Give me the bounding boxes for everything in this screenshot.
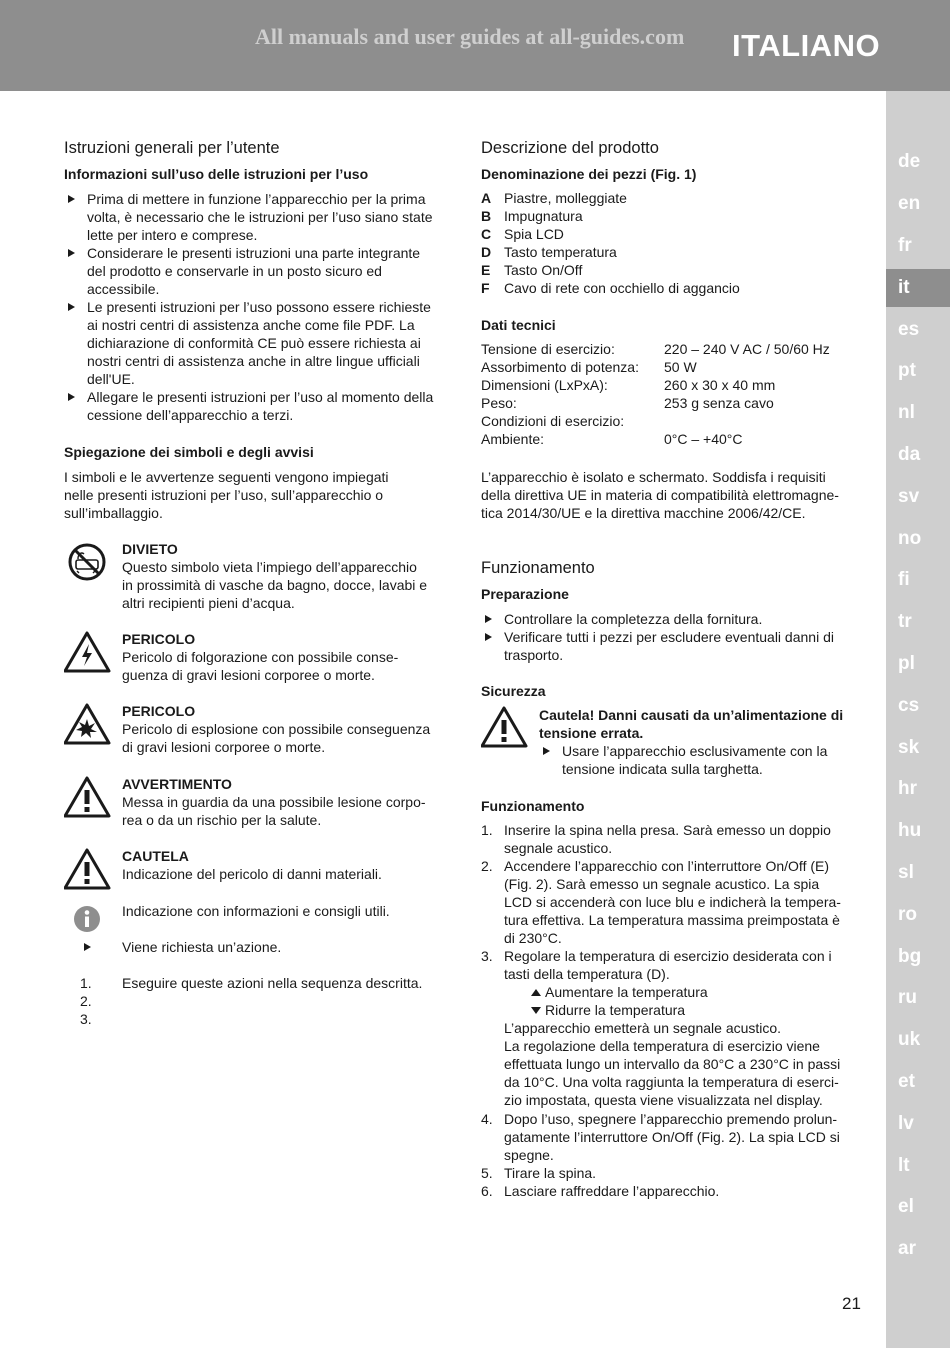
bullet-line: dell'UE. (87, 371, 135, 387)
step-number: 2. (481, 858, 493, 874)
bullet-item (481, 628, 861, 664)
bullet-arrow-icon (485, 615, 492, 623)
bullet-arrow-icon (68, 393, 75, 401)
text-line: tura effettiva. La temperatura massima preimpostata è (504, 912, 840, 928)
text-line: tensione errata. (539, 725, 644, 741)
part-item (481, 279, 861, 297)
tech-label: Assorbimento di potenza: (481, 359, 639, 375)
caution-icon (64, 847, 112, 891)
bullet-line: Allegare le presenti istruzioni per l’uso al momento della (87, 389, 434, 405)
part-item (481, 225, 861, 243)
text-line: Accendere l’apparecchio con l’interruttore On/Off (E) (504, 858, 830, 874)
header-bar (0, 0, 950, 91)
bullet-item (64, 298, 446, 388)
subsection-symbols: Spiegazione dei simboli e degli avvisi (64, 444, 314, 460)
tech-value: 0°C – +40°C (664, 431, 743, 447)
symbol-desc (122, 648, 398, 684)
subsection-preparation: Preparazione (481, 586, 569, 602)
bullet-line: lette per intero e comprese. (87, 227, 258, 243)
subsection-instructions: Informazioni sull’uso delle istruzioni per l’uso (64, 166, 369, 182)
text-line: da 10°C. Una volta raggiunta la temperatura di eserci- (504, 1074, 839, 1090)
text-line: segnale acustico. (504, 840, 613, 856)
symbol-title: DIVIETO (122, 541, 178, 557)
lang-tab-en[interactable]: en (898, 193, 921, 214)
text-line: effettuata lungo un intervallo da 80°C a 230°C in passi (504, 1056, 841, 1072)
sequence-number: 3. (80, 1011, 92, 1027)
lang-tab-lv[interactable]: lv (898, 1113, 914, 1134)
lang-tab-lt[interactable]: lt (898, 1155, 910, 1176)
part-item (481, 261, 861, 279)
temp-down-row (531, 1001, 685, 1019)
text-line: Lasciare raffreddare l’apparecchio. (504, 1183, 720, 1199)
text-line: rea o da un rischio per la salute. (122, 812, 322, 828)
bullet-line: trasporto. (504, 647, 564, 663)
bullet-arrow-icon (68, 195, 75, 203)
tech-row (481, 430, 861, 448)
part-letter: D (481, 244, 492, 260)
bullet-item (64, 244, 446, 298)
text-line: Regolare la temperatura di esercizio desiderata con i (504, 948, 832, 964)
lang-tab-ar[interactable]: ar (898, 1238, 916, 1259)
language-title: ITALIANO (732, 28, 881, 63)
bullet-line: accessibile. (87, 281, 160, 297)
part-name: Cavo di rete con occhiello di aggancio (504, 280, 740, 296)
temp-up-label: Aumentare la temperatura (545, 984, 708, 1000)
subsection-safety: Sicurezza (481, 683, 546, 699)
bullet-line: Controllare la completezza della fornitura. (504, 611, 763, 627)
bullet-arrow-icon (68, 249, 75, 257)
bullet-line: dichiarazione di conformità CE può essere richiesta ai (87, 335, 421, 351)
action-arrow-icon (84, 943, 91, 951)
explosion-hazard-icon (64, 702, 112, 746)
step-number: 1. (481, 822, 493, 838)
text-line: Messa in guardia da una possibile lesione corpo- (122, 794, 426, 810)
subsection-parts: Denominazione dei pezzi (Fig. 1) (481, 166, 697, 182)
part-item (481, 189, 861, 207)
lang-tab-ro[interactable]: ro (898, 904, 917, 925)
tech-row (481, 340, 861, 358)
text-line: sull’imballaggio. (64, 505, 163, 521)
arrow-down-icon (531, 1007, 541, 1014)
tech-label: Condizioni di esercizio: (481, 413, 625, 429)
step-item (481, 947, 861, 983)
bullet-line: Considerare le presenti istruzioni una parte integrante (87, 245, 421, 261)
bullet-line: Usare l’apparecchio esclusivamente con la (562, 743, 828, 759)
part-name: Piastre, molleggiate (504, 190, 627, 206)
text-line: Tirare la spina. (504, 1165, 597, 1181)
text-line: L’apparecchio è isolato e schermato. Soddisfa i requisiti (481, 469, 826, 485)
text-line: L’apparecchio emetterà un segnale acustico. (504, 1020, 782, 1036)
tech-row (481, 376, 861, 394)
lang-tab-sk[interactable]: sk (898, 737, 920, 758)
step-item (481, 1110, 861, 1164)
step-number: 3. (481, 948, 493, 964)
text-line: La regolazione della temperatura di esercizio viene (504, 1038, 820, 1054)
step-number: 6. (481, 1183, 493, 1199)
text-line: Questo simbolo vieta l’impiego dell’apparecchio (122, 559, 417, 575)
bullet-line: volta, è necessario che le istruzioni per l’uso siano state (87, 209, 433, 225)
arrow-up-icon (531, 989, 541, 996)
lang-tab-tr[interactable]: tr (898, 611, 912, 632)
lang-tab-it[interactable]: it (886, 269, 950, 307)
tech-label: Dimensioni (LxPxA): (481, 377, 608, 393)
tech-row (481, 412, 861, 430)
part-letter: A (481, 190, 492, 206)
bullet-item (539, 742, 861, 778)
tech-data-table (481, 340, 861, 448)
lang-tab-bg[interactable]: bg (898, 946, 922, 967)
tech-row (481, 358, 861, 376)
lang-tab-et[interactable]: et (898, 1071, 915, 1092)
lang-tab-da[interactable]: da (898, 444, 921, 465)
part-name: Tasto On/Off (504, 262, 583, 278)
text-line: gatamente l’interruttore On/Off (Fig. 2). La spia LCD si (504, 1129, 840, 1145)
lang-tab-no[interactable]: no (898, 528, 922, 549)
text-line: di gravi lesioni corporee o morte. (122, 739, 326, 755)
part-name: Impugnatura (504, 208, 583, 224)
text-line: LCD si accenderà con luce blu e indicherà la tempera- (504, 894, 841, 910)
lang-tab-el[interactable]: el (898, 1196, 914, 1217)
subsection-operation: Funzionamento (481, 798, 585, 814)
text-line: altri recipienti pieni d’acqua. (122, 595, 295, 611)
lang-tab-hr[interactable]: hr (898, 778, 917, 799)
insulation-note (481, 468, 861, 522)
lang-tab-pl[interactable]: pl (898, 653, 915, 674)
text-line: Pericolo di folgorazione con possibile conse- (122, 649, 399, 665)
parts-list (481, 189, 861, 297)
lang-tab-hu[interactable]: hu (898, 820, 922, 841)
lang-tab-nl[interactable]: nl (898, 402, 915, 423)
text-line: I simboli e le avvertenze seguenti vengono impiegati (64, 469, 389, 485)
section-title-description: Descrizione del prodotto (481, 139, 659, 157)
warning-icon (64, 775, 112, 819)
temp-down-label: Ridurre la temperatura (545, 1002, 686, 1018)
section-title-operation: Funzionamento (481, 559, 595, 577)
tech-value: 253 g senza cavo (664, 395, 774, 411)
sequence-number: 1. (80, 975, 92, 991)
tech-label: Ambiente: (481, 431, 545, 447)
part-letter: B (481, 208, 492, 224)
bullet-arrow-icon (68, 303, 75, 311)
text-line: della direttiva UE in materia di compatibilità elettromagne- (481, 487, 839, 503)
tech-row (481, 394, 861, 412)
step3-details (504, 1019, 861, 1109)
text-line: Inserire la spina nella presa. Sarà emesso un doppio (504, 822, 831, 838)
symbol-title: AVVERTIMENTO (122, 776, 232, 792)
lang-tab-pt[interactable]: pt (898, 360, 916, 381)
text-line: guenza di gravi lesioni corporee o morte. (122, 667, 375, 683)
section-title-general: Istruzioni generali per l’utente (64, 139, 280, 157)
text-line: nelle presenti istruzioni per l’uso, sull’apparecchio o (64, 487, 384, 503)
prohibition-bath-icon (64, 540, 112, 584)
info-desc: Indicazione con informazioni e consigli utili. (122, 903, 390, 919)
lang-tab-de[interactable]: de (898, 151, 921, 172)
sequence-numbers (80, 974, 92, 1028)
bullet-item (64, 388, 446, 424)
symbol-desc (122, 865, 382, 883)
part-name: Tasto temperatura (504, 244, 617, 260)
step-item (481, 1182, 861, 1200)
tech-value: 260 x 30 x 40 mm (664, 377, 776, 393)
text-line: di 230°C. (504, 930, 562, 946)
lang-tab-uk[interactable]: uk (898, 1029, 921, 1050)
text-line: spegne. (504, 1147, 554, 1163)
info-icon (73, 905, 101, 933)
symbol-desc (122, 720, 430, 756)
lang-tab-sl[interactable]: sl (898, 862, 914, 883)
text-line: Pericolo di esplosione con possibile conseguenza (122, 721, 431, 737)
bullet-line: Le presenti istruzioni per l’uso possono essere richieste (87, 299, 431, 315)
bullet-item (481, 610, 861, 628)
tech-label: Peso: (481, 395, 517, 411)
lang-tab-fr[interactable]: fr (898, 235, 912, 256)
bullet-line: del prodotto e conservarle in un posto sicuro ed (87, 263, 382, 279)
text-line: (Fig. 2). Sarà emesso un segnale acustico. La spia (504, 876, 820, 892)
bullet-arrow-icon (543, 747, 550, 755)
tech-value: 220 – 240 V AC / 50/60 Hz (664, 341, 830, 357)
text-line: Indicazione del pericolo di danni materiali. (122, 866, 382, 882)
lang-tab-ru[interactable]: ru (898, 987, 917, 1008)
lang-tab-cs[interactable]: cs (898, 695, 920, 716)
caution-heading (539, 706, 843, 742)
text-line: tasti della temperatura (D). (504, 966, 670, 982)
step-item (481, 857, 861, 947)
symbol-title: PERICOLO (122, 631, 196, 647)
bullet-item (64, 190, 446, 244)
step-number: 5. (481, 1165, 493, 1181)
temp-up-row (531, 983, 708, 1001)
tech-value: 50 W (664, 359, 697, 375)
bullet-line: cessione dell’apparecchio a terzi. (87, 407, 294, 423)
lang-tab-fi[interactable]: fi (898, 569, 910, 590)
symbol-title: CAUTELA (122, 848, 189, 864)
bullet-arrow-icon (485, 633, 492, 641)
bullet-line: Verificare tutti i pezzi per escludere eventuali danni di (504, 629, 834, 645)
text-line: in prossimità di vasche da bagno, docce, lavabi e (122, 577, 428, 593)
bullet-line: nostri centri di assistenza anche in altre lingue ufficiali (87, 353, 420, 369)
sequence-desc: Eseguire queste azioni nella sequenza descritta. (122, 975, 423, 991)
electric-hazard-icon (64, 630, 112, 674)
lang-tab-es[interactable]: es (898, 319, 920, 340)
subsection-tech-data: Dati tecnici (481, 317, 556, 333)
symbol-title: PERICOLO (122, 703, 196, 719)
bullet-line: ai nostri centri di assistenza anche come file PDF. La (87, 317, 415, 333)
part-item (481, 243, 861, 261)
page-number: 21 (842, 1294, 861, 1313)
bullet-line: Prima di mettere in funzione l’apparecchio per la prima (87, 191, 426, 207)
part-item (481, 207, 861, 225)
watermark: All manuals and user guides at all-guides.com (255, 24, 685, 49)
symbol-desc (122, 793, 426, 829)
text-line: Cautela! Danni causati da un’alimentazione di (539, 707, 844, 723)
bullet-line: tensione indicata sulla targhetta. (562, 761, 763, 777)
lang-tab-sv[interactable]: sv (898, 486, 920, 507)
symbol-desc (122, 558, 427, 612)
tech-label: Tensione di esercizio: (481, 341, 615, 357)
sequence-number: 2. (80, 993, 92, 1009)
text-line: zio impostata, questa viene visualizzata nel display. (504, 1092, 823, 1108)
step-number: 4. (481, 1111, 493, 1127)
caution-icon (481, 705, 529, 749)
step-item (481, 821, 861, 857)
step-item (481, 1164, 861, 1182)
symbols-intro (64, 468, 389, 522)
part-name: Spia LCD (504, 226, 564, 242)
action-desc: Viene richiesta un’azione. (122, 939, 282, 955)
part-letter: C (481, 226, 492, 242)
text-line: tica 2014/30/UE e la direttiva macchine 2006/42/CE. (481, 505, 806, 521)
language-sidebar (886, 91, 950, 1348)
text-line: Dopo l’uso, spegnere l’apparecchio premendo prolun- (504, 1111, 838, 1127)
part-letter: E (481, 262, 491, 278)
part-letter: F (481, 280, 490, 296)
